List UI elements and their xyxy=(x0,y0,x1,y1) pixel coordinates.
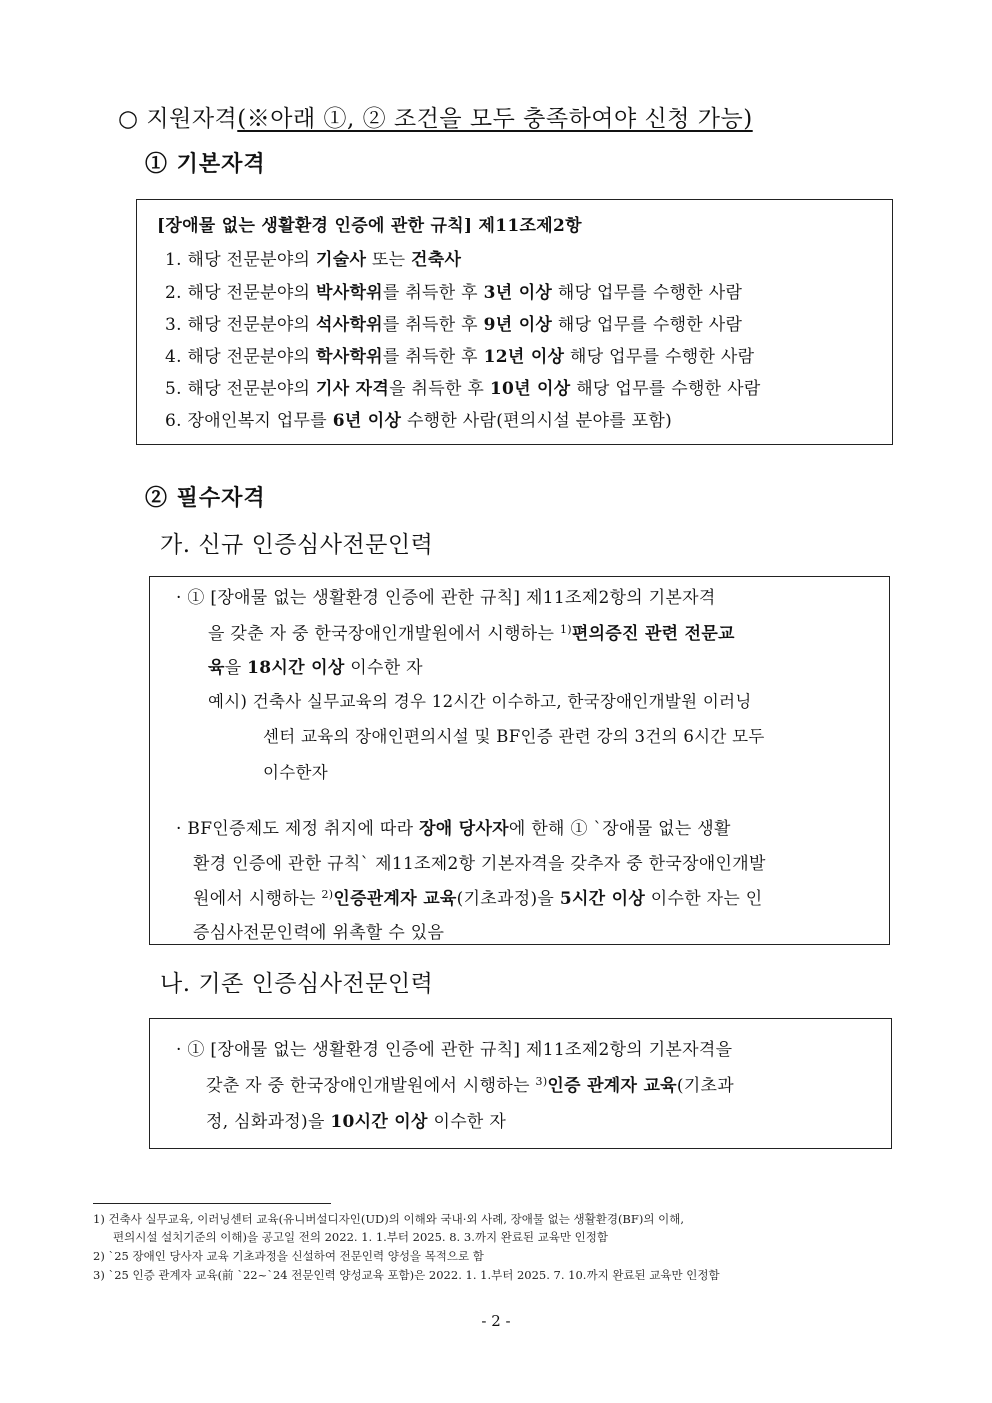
basic-box-title: [장애물 없는 생활환경 인증에 관한 규칙] 제11조제2항 xyxy=(157,216,582,236)
page-number: - 2 - xyxy=(481,1312,511,1330)
footnote-1-line1: 1) 건축사 실무교육, 이러닝센터 교육(유니버설디자인(UD)의 이해와 국내·외 사례, 장애물 없는 생활환경(BF)의 이해, xyxy=(93,1212,684,1226)
existing-line2: 갖춘 자 중 한국장애인개발원에서 시행하는 $^{3)}$인증 관계자 교육(기초과 xyxy=(206,1075,735,1096)
new-example-line3: 이수한자 xyxy=(263,763,328,782)
new-p1-line2: 을 갖춘 자 중 한국장애인개발원에서 시행하는 $^{1)}$편의증진 관련 전문교 xyxy=(208,623,735,644)
new-p1-line1: · ① [장애물 없는 생활환경 인증에 관한 규칙] 제11조제2항의 기본자격 xyxy=(176,588,716,608)
existing-heading: 나. 기존 인증심사전문인력 xyxy=(160,971,434,997)
section-title-note: (※아래 ①, ② 조건을 모두 충족하여야 신청 가능) xyxy=(237,106,753,132)
basic-item-5: 5. 해당 전문분야의 기사 자격을 취득한 후 10년 이상 해당 업무를 수행한 사람 xyxy=(165,379,761,399)
new-example-line2: 센터 교육의 장애인편의시설 및 BF인증 관련 강의 3건의 6시간 모두 xyxy=(263,727,765,746)
required-heading: ② 필수자격 xyxy=(145,485,266,511)
section-title-label: 지원자격 xyxy=(146,106,238,132)
existing-line3: 정, 심화과정)을 10시간 이상 이수한 자 xyxy=(206,1112,507,1132)
footnote-separator xyxy=(93,1203,331,1204)
new-p2-line1: · BF인증제도 제정 취지에 따라 장애 당사자에 한해 ① `장애물 없는 생활 xyxy=(176,819,731,839)
new-p2-line2: 환경 인증에 관한 규칙` 제11조제2항 기본자격을 갖추자 중 한국장애인개발 xyxy=(193,854,766,874)
basic-item-3: 3. 해당 전문분야의 석사학위를 취득한 후 9년 이상 해당 업무를 수행한 사람 xyxy=(165,315,743,335)
basic-item-1: 1. 해당 전문분야의 기술사 또는 건축사 xyxy=(165,250,462,270)
basic-item-4: 4. 해당 전문분야의 학사학위를 취득한 후 12년 이상 해당 업무를 수행한 사람 xyxy=(165,347,755,367)
basic-item-6: 6. 장애인복지 업무를 6년 이상 수행한 사람(편의시설 분야를 포함) xyxy=(165,411,673,431)
existing-line1: · ① [장애물 없는 생활환경 인증에 관한 규칙] 제11조제2항의 기본자격을 xyxy=(176,1040,733,1060)
new-p1-line3: 육을 18시간 이상 이수한 자 xyxy=(208,658,423,678)
section-title xyxy=(118,100,753,133)
basic-item-2: 2. 해당 전문분야의 박사학위를 취득한 후 3년 이상 해당 업무를 수행한 사람 xyxy=(165,283,743,303)
new-example-line1: 예시) 건축사 실무교육의 경우 12시간 이수하고, 한국장애인개발원 이러닝 xyxy=(208,692,752,711)
new-p2-line3: 원에서 시행하는 $^{2)}$인증관계자 교육(기초과정)을 5시간 이상 이수한 자는 인 xyxy=(193,888,763,909)
circle-bullet-icon: ○ xyxy=(118,106,139,132)
basic-heading: ① 기본자격 xyxy=(145,151,266,177)
existing-box xyxy=(149,1018,892,1149)
new-box xyxy=(149,576,890,945)
footnote-2: 2) `25 장애인 당사자 교육 기초과정을 신설하여 전문인력 양성을 목적으로 함 xyxy=(93,1249,484,1263)
new-p2-line4: 증심사전문인력에 위촉할 수 있음 xyxy=(193,923,445,943)
new-heading: 가. 신규 인증심사전문인력 xyxy=(160,532,434,558)
footnote-1-line2: 편의시설 설치기준의 이해)을 공고일 전의 2022. 1. 1.부터 2025. 8. 3.까지 완료된 교육만 인정함 xyxy=(113,1230,609,1244)
basic-box xyxy=(136,199,893,445)
footnote-3: 3) `25 인증 관계자 교육(前 `22~`24 전문인력 양성교육 포함)은 2022. 1. 1.부터 2025. 7. 10.까지 완료된 교육만 인정함 xyxy=(93,1268,720,1282)
